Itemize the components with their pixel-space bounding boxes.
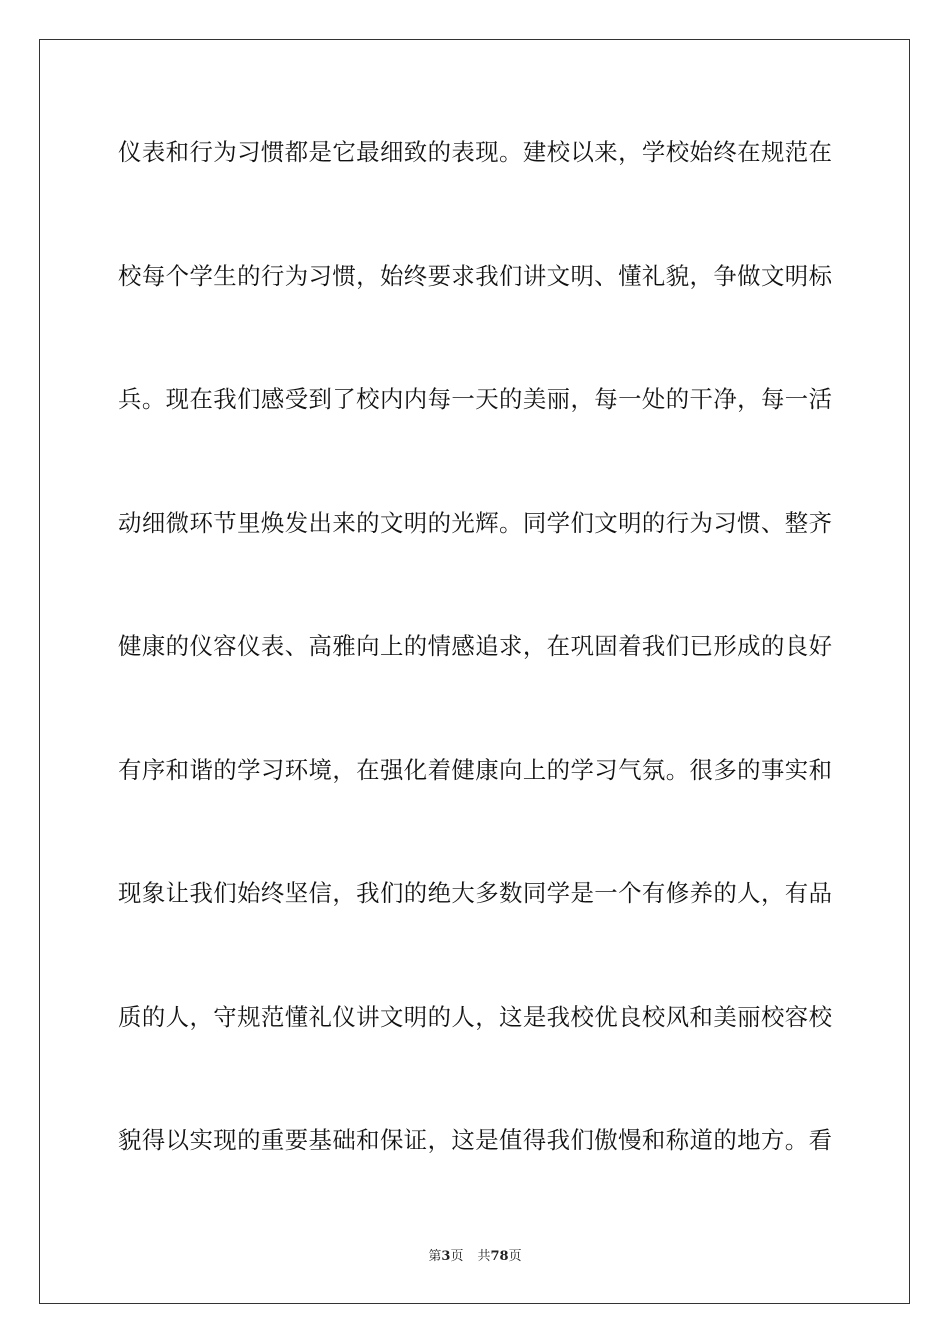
total-suffix: 页	[508, 1249, 522, 1264]
text-line-2: 校每个学生的行为习惯，始终要求我们讲文明、懂礼貌，争做文明标	[118, 261, 832, 290]
text-line-7: 现象让我们始终坚信，我们的绝大多数同学是一个有修养的人，有品	[118, 879, 832, 907]
text-line-1: 仪表和行为习惯都是它最细致的表现。建校以来，学校始终在规范在	[118, 138, 832, 166]
text-line-3: 兵。现在我们感受到了校内内每一天的美丽，每一处的干净，每一活	[118, 385, 832, 413]
text-line-8: 质的人，守规范懂礼仪讲文明的人，这是我校优良校风和美丽校容校	[118, 1002, 832, 1031]
text-line-9: 貌得以实现的重要基础和保证，这是值得我们傲慢和称道的地方。看	[118, 1126, 832, 1154]
page-footer	[0, 1248, 950, 1266]
document-body	[118, 128, 832, 1240]
total-prefix: 共	[477, 1249, 491, 1264]
page-prefix: 第	[428, 1249, 442, 1264]
text-line-4: 动细微环节里焕发出来的文明的光辉。同学们文明的行为习惯、整齐	[118, 508, 832, 537]
text-line-5: 健康的仪容仪表、高雅向上的情感追求，在巩固着我们已形成的良好	[118, 632, 832, 660]
total-pages: 78	[490, 1249, 509, 1264]
text-line-6: 有序和谐的学习环境，在强化着健康向上的学习气氛。很多的事实和	[118, 755, 832, 784]
page-number: 3	[441, 1249, 451, 1264]
page-suffix: 页	[450, 1249, 464, 1264]
